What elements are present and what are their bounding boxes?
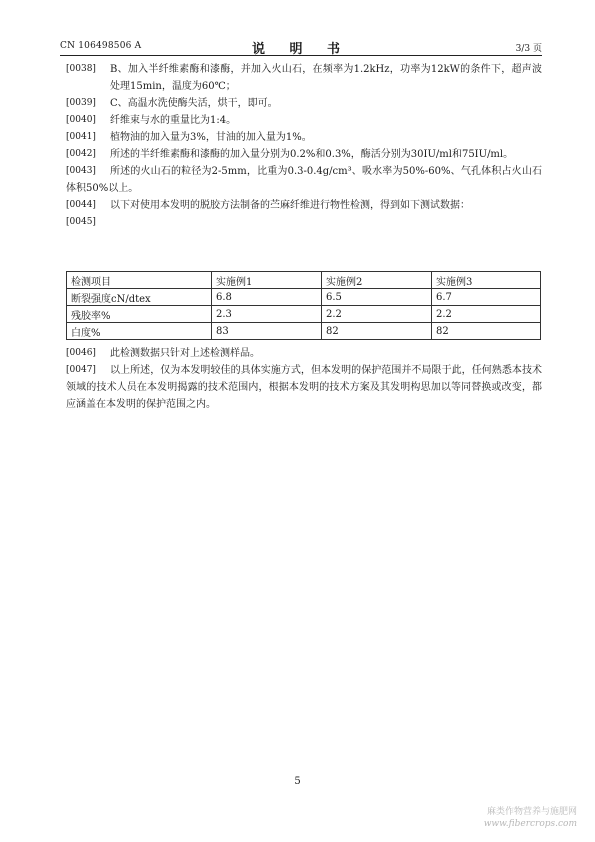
paragraph-0042 [66,146,542,163]
paragraph-text: 所述的火山石的粒径为2-5mm，比重为0.3-0.4g/cm³、吸水率为50%-60%、气孔体积占火山石体积50%以上。 [66,166,542,194]
table-header-cell: 实施例1 [212,272,322,289]
paragraph-text: B、加入半纤维素酶和漆酶，并加入火山石，在频率为1.2kHz，功率为12kW的条件下，超声波处理15min，温度为60℃； [110,64,542,92]
table-cell: 2.2 [322,306,432,323]
paragraph-number: [0044] [66,200,96,210]
table-cell: 82 [322,323,432,340]
table-cell: 2.3 [212,306,322,323]
table-cell: 6.5 [322,289,432,306]
table-row [67,306,541,323]
paragraph-0043 [66,163,542,197]
table-cell: 83 [212,323,322,340]
paragraph-text: 以下对使用本发明的脱胶方法制备的苎麻纤维进行物性检测，得到如下测试数据： [110,200,470,211]
page-number: 5 [294,776,301,787]
test-data-table [66,271,541,340]
watermark-site-name: 麻类作物营养与施肥网 [486,807,577,817]
paragraph-number: [0043] [66,166,96,176]
table-cell: 2.2 [432,306,541,323]
paragraph-number: [0039] [66,98,96,108]
paragraph-text [66,214,542,231]
table-header-row [67,272,541,289]
paragraph-0045 [66,214,542,231]
watermark [427,806,577,830]
paragraph-number: [0041] [66,132,96,142]
table-header-cell: 实施例3 [432,272,541,289]
paragraph-number: [0047] [66,365,96,375]
table-cell: 82 [432,323,541,340]
publication-number: CN 106498506 A [60,41,142,51]
page-indicator: 3/3 页 [515,44,542,54]
table-cell: 6.7 [432,289,541,306]
table-cell: 残胶率% [67,306,212,323]
document-title: 说 明 书 [251,42,351,57]
paragraph-text: 以上所述，仅为本发明较佳的具体实施方式，但本发明的保护范围并不局限于此，任何熟悉本技术领域的技术人员在本发明揭露的技术范围内，根据本发明的技术方案及其发明构思加以等同替换或改变，都应涵盖在本发明的保护范围之内。 [66,365,542,410]
paragraph-0047 [66,362,542,413]
table-row [67,323,541,340]
table-cell: 白度% [67,323,212,340]
paragraph-0040 [66,112,542,129]
paragraph-text: C、高温水洗使酶失活，烘干，即可。 [110,98,278,109]
paragraph-number: [0045] [66,217,96,227]
watermark-url: www.fibercrops.com [483,819,577,829]
paragraph-number: [0046] [66,348,96,358]
paragraph-text: 所述的半纤维素酶和漆酶的加入量分别为0.2%和0.3%，酶活分别为30IU/ml和75IU/ml。 [110,149,514,160]
paragraph-text: 植物油的加入量为3%，甘油的加入量为1%。 [110,132,312,143]
page-header [60,38,542,57]
paragraph-0041 [66,129,542,146]
paragraph-text: 此检测数据只针对上述检测样品。 [110,348,260,359]
paragraph-0038 [66,61,542,95]
table-cell: 6.8 [212,289,322,306]
table-header-cell: 检测项目 [67,272,212,289]
paragraph-number: [0038] [66,64,96,74]
table-cell: 断裂强度cN/dtex [67,289,212,306]
table-row [67,289,541,306]
table-header-cell: 实施例2 [322,272,432,289]
body-text-bottom [66,345,542,413]
paragraph-number: [0042] [66,149,96,159]
paragraph-text: 纤维束与水的重量比为1:4。 [110,115,237,126]
header-rule [60,55,542,56]
paragraph-0039 [66,95,542,112]
paragraph-0046 [66,345,542,362]
body-text-top [66,61,542,231]
paragraph-number: [0040] [66,115,96,125]
paragraph-0044 [66,197,542,214]
